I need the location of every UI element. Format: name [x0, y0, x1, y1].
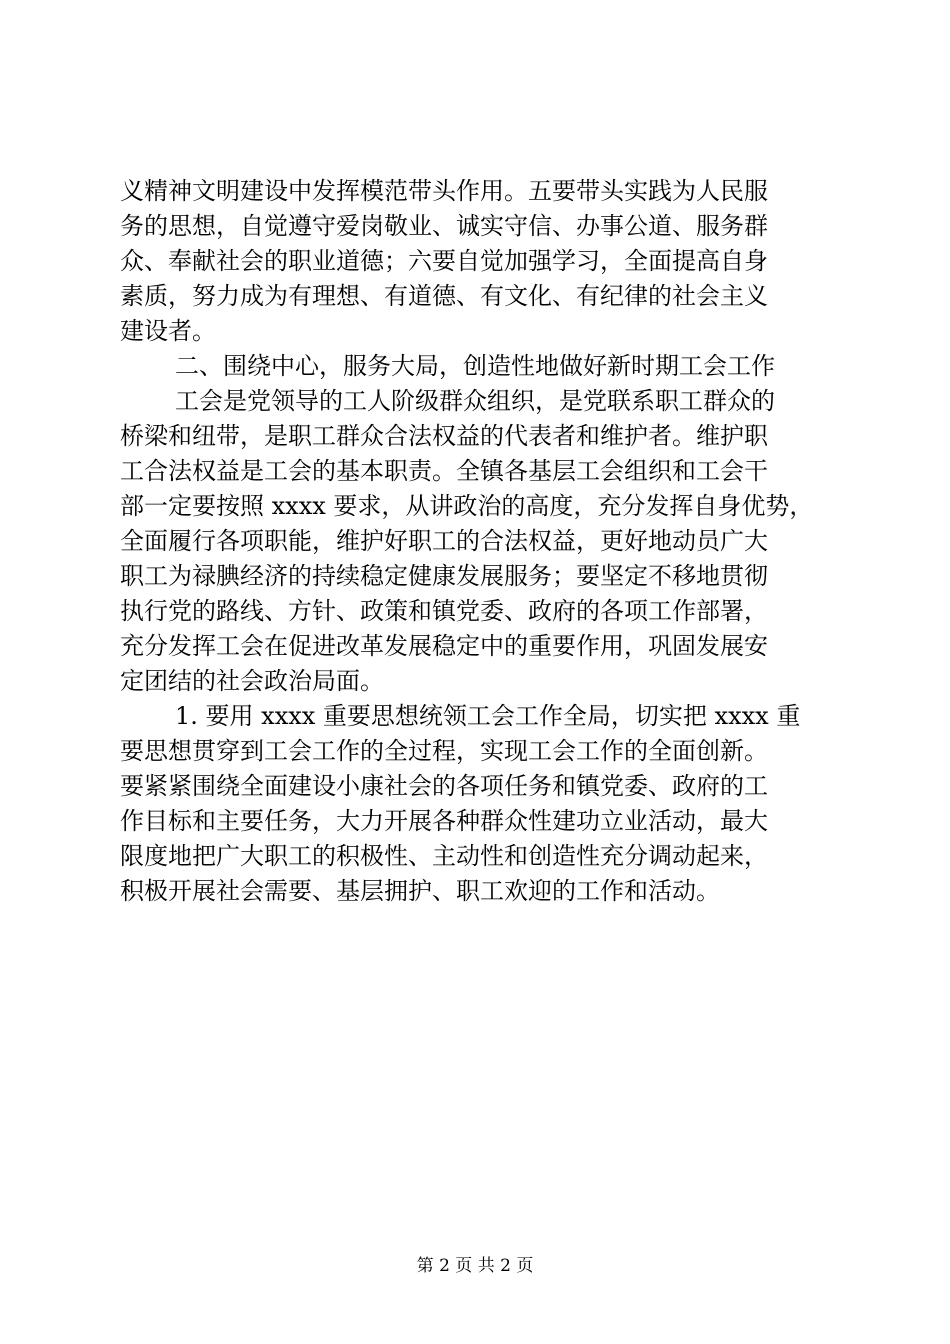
text-line: 作目标和主要任务，大力开展各种群众性建功立业活动，最大	[120, 807, 768, 835]
text-line: 执行党的路线、方针、政策和镇党委、政府的各项工作部署，	[120, 597, 768, 625]
text-line: 部一定要按照 xxxx 要求，从讲政治的高度，充分发挥自身优势，	[120, 492, 814, 520]
text-line: 积极开展社会需要、基层拥护、职工欢迎的工作和活动。	[120, 877, 720, 905]
text-line: 限度地把广大职工的积极性、主动性和创造性充分调动起来，	[120, 842, 768, 870]
page-footer: 第 2 页 共 2 页	[416, 1256, 534, 1276]
text-line: 素质，努力成为有理想、有道德、有文化、有纪律的社会主义	[120, 282, 768, 310]
text-line: 职工为禄腆经济的持续稳定健康发展服务；要坚定不移地贯彻	[120, 562, 768, 590]
text-line: 工会是党领导的工人阶级群众组织，是党联系职工群众的	[175, 387, 775, 415]
text-line: 要思想贯穿到工会工作的全过程，实现工会工作的全面创新。	[120, 737, 768, 765]
text-line: 众、奉献社会的职业道德；六要自觉加强学习，全面提高自身	[120, 247, 768, 275]
text-line: 充分发挥工会在促进改革发展稳定中的重要作用，巩固发展安	[120, 632, 768, 660]
text-line: 建设者。	[120, 317, 216, 345]
text-line: 1. 要用 xxxx 重要思想统领工会工作全局，切实把 xxxx 重	[175, 702, 801, 730]
text-line: 要紧紧围绕全面建设小康社会的各项任务和镇党委、政府的工	[120, 772, 768, 800]
text-line: 桥梁和纽带，是职工群众合法权益的代表者和维护者。维护职	[120, 422, 768, 450]
section-heading: 二、围绕中心，服务大局，创造性地做好新时期工会工作	[175, 352, 775, 380]
text-line: 定团结的社会政治局面。	[120, 667, 384, 695]
text-line: 工合法权益是工会的基本职责。全镇各基层工会组织和工会干	[120, 457, 768, 485]
text-line: 义精神文明建设中发挥模范带头作用。五要带头实践为人民服	[120, 177, 768, 205]
text-line: 务的思想，自觉遵守爱岗敬业、诚实守信、办事公道、服务群	[120, 212, 768, 240]
text-line: 全面履行各项职能，维护好职工的合法权益，更好地动员广大	[120, 527, 768, 555]
